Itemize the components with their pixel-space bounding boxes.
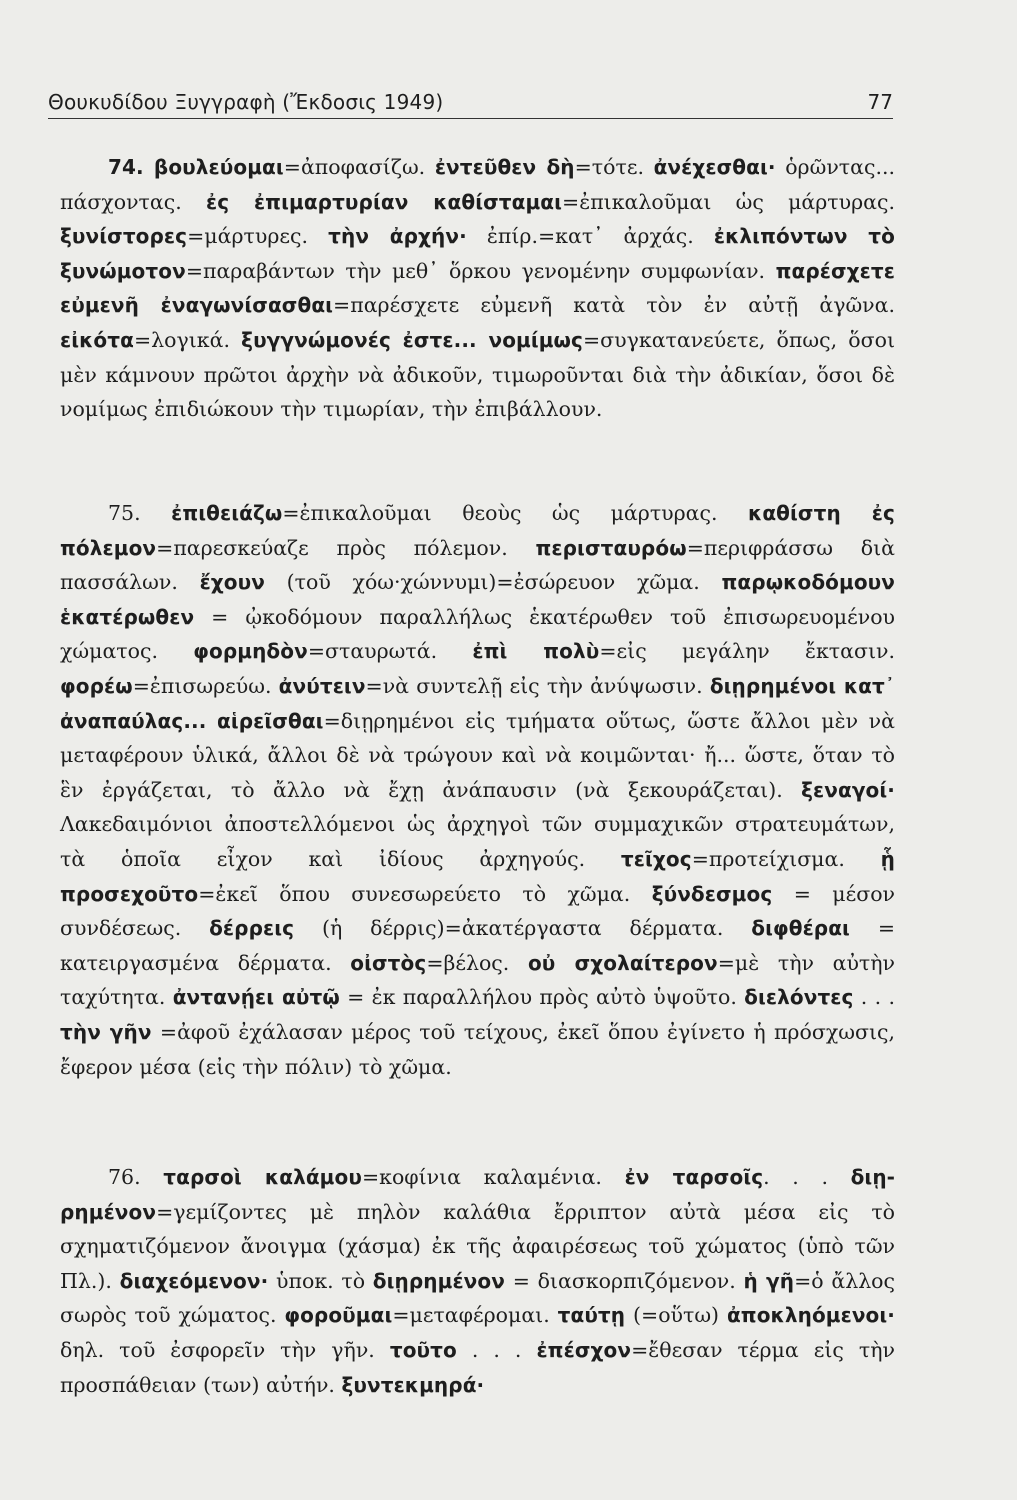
gloss: =ἐπισωρεύω.	[132, 673, 279, 698]
lemma: ξυγγνώμονές ἐστε... νομίμως	[241, 327, 583, 352]
gloss: =ἐπικαλοῦμαι ὡς μάρτυρας.	[562, 189, 895, 214]
lemma: ἐπέσχον	[536, 1337, 632, 1362]
lemma: ἐντεῦθεν δὴ	[434, 155, 575, 179]
gloss: =ὁ ἄλλος σωρὸς τοῦ χώματος.	[60, 1268, 896, 1328]
gloss: =νὰ συντελῇ εἰς τὴν ἀνύψωσιν.	[365, 673, 710, 698]
lemma: διῃρημένον	[372, 1268, 505, 1293]
lemma: ἐς ἐπιμαρτυρίαν καθίσταμαι	[205, 189, 563, 214]
gloss: =λογικά.	[133, 327, 242, 352]
lemma: καθίστη ἐς πόλεμον	[60, 501, 895, 560]
lemma: διῃρημένοι κατ᾽ ἀναπαύλας...	[60, 673, 895, 733]
lemma: ταρσοὶ καλάμου	[163, 1165, 362, 1189]
lemma: διῃρημένον	[60, 1165, 895, 1224]
lemma: φορέω	[60, 673, 133, 698]
gloss: . . .	[853, 985, 895, 1010]
lemma: φορμηδὸν	[193, 639, 308, 664]
lemma: ἐπὶ πολὺ	[472, 639, 600, 664]
gloss: =παρεσκεύαζε πρὸς πόλεμον.	[156, 535, 536, 560]
gloss: =μὲ τὴν αὐτὴν ταχύτητα.	[60, 950, 895, 1010]
lemma: διελόντες	[744, 985, 854, 1010]
gloss: δηλ. τοῦ ἐσφορεῖν τὴν γῆν.	[60, 1337, 390, 1362]
gloss: = μέσον συνδέσεως.	[60, 881, 896, 941]
lemma: ἀνέχεσθαι·	[653, 155, 776, 179]
lemma: εἰκότα	[60, 327, 134, 352]
gloss: =εἰς μεγάλην ἔκτασιν.	[599, 639, 895, 664]
lemma: ἀντανῄει αὐτῷ	[172, 985, 340, 1010]
running-title: Θουκυδίδου Ξυγγραφὴ (Ἔκδοσις 1949)	[48, 90, 444, 114]
gloss: =κοφίνια καλαμένια.	[361, 1165, 625, 1189]
gloss: =προτείχισμα.	[691, 846, 881, 871]
lemma: ξυντεκμηρά·	[341, 1372, 485, 1397]
lemma: αἱρεῖσθαι	[217, 708, 324, 733]
gloss: ὁρῶντας... πάσχοντας.	[60, 155, 895, 214]
gloss: =σταυρωτά.	[307, 639, 473, 664]
lemma: παρέσχετε εὐμενῆ ἐναγωνίσασθαι	[60, 258, 895, 318]
gloss: ὑποκ. τὸ	[268, 1268, 373, 1293]
gloss: =ἀποφασίζω.	[283, 155, 435, 179]
gloss: =ἀφοῦ ἐχάλασαν μέρος τοῦ τείχους, ἐκεῖ ὅπου ἐγίνετο ἡ πρόσχωσις, ἔφερον μέσα (εἰς τὴν πόλιν) τὸ χῶμα.	[60, 1019, 895, 1079]
lemma: ξύνδεσμος	[651, 881, 773, 906]
lemma: τὴν γῆν	[60, 1019, 152, 1044]
gloss: (ἡ δέρρις)=ἀκατέργαστα δέρματα.	[294, 916, 752, 941]
lemma: περισταυρόω	[535, 535, 687, 560]
gloss: =μεταφέρομαι.	[392, 1303, 558, 1328]
lemma: ἀποκληόμενοι·	[726, 1303, 895, 1328]
lemma: παρῳκοδόμουν ἑκατέρωθεν	[60, 570, 895, 629]
gloss: =τότε.	[574, 155, 654, 179]
lemma: ἡ γῆ	[743, 1268, 795, 1293]
gloss: = ἐκ παραλλήλου πρὸς αὐτὸ ὑψοῦτο.	[339, 985, 745, 1010]
lemma: τὴν ἀρχήν·	[328, 224, 467, 249]
lemma: τοῦτο	[389, 1337, 457, 1362]
gloss: 76.	[108, 1165, 164, 1189]
lemma: ξυνίστορες	[60, 224, 188, 249]
gloss: =διῃρημένοι εἰς τμήματα οὕτως, ὥστε ἄλλοι μὲν νὰ μεταφέρουν ὑλικά, ἄλλοι δὲ νὰ τρώγουν καὶ νὰ κοιμῶνται· ἤ... ὥστε, ὅταν τὸ ἓν ἐργάζεται, τὸ ἄλλο νὰ ἔχῃ ἀνάπαυσιν (νὰ ξεκουράζεται).	[60, 708, 895, 802]
lemma: 74.	[108, 155, 154, 179]
gloss: ἐπίρ.=κατ᾽ ἀρχάς.	[466, 224, 714, 249]
gloss: . . .	[456, 1337, 537, 1362]
gloss	[206, 709, 217, 733]
gloss: =ἐκεῖ ὅπου συνεσωρεύετο τὸ χῶμα.	[198, 881, 652, 906]
lemma: οὐ σχολαίτερον	[527, 950, 718, 975]
lemma: τεῖχος	[620, 846, 692, 871]
gloss: . . .	[763, 1165, 851, 1189]
gloss: =παραβάντων τὴν μεθ᾽ ὅρκου γενομένην συμφωνίαν.	[185, 258, 776, 283]
lemma: ἐν ταρσοῖς	[624, 1165, 764, 1189]
gloss: =περιφράσσω διὰ πασσάλων.	[60, 535, 895, 595]
gloss: (=οὕτω)	[625, 1303, 727, 1328]
gloss: =γεμίζοντες μὲ πηλὸν καλάθια ἔρριπτον αὐτὰ μέσα εἰς τὸ σχηματιζόμενον ἄνοιγμα (χάσμα) ἐκ τῆς ἀφαιρέσεως τοῦ χώματος (ὑπὸ τῶν Πλ.).	[60, 1199, 895, 1293]
gloss: 75.	[108, 501, 172, 525]
gloss: =βέλος.	[426, 950, 528, 975]
lemma: βουλεύομαι	[153, 155, 284, 179]
lemma: ἐκλιπόντων τὸ ξυνώμοτον	[60, 224, 896, 283]
gloss: =ἐπικαλοῦμαι θεοὺς ὡς μάρτυρας.	[282, 501, 749, 525]
lemma: ταύτῃ	[557, 1303, 626, 1328]
gloss: = ᾠκοδόμουν παραλλήλως ἑκατέρωθεν τοῦ ἐπισωρευομένου χώματος.	[60, 604, 895, 664]
gloss: = κατειργασμένα δέρματα.	[60, 916, 895, 975]
gloss: =συγκατανεύετε, ὅπως, ὅσοι μὲν κάμνουν πρῶτοι ἀρχὴν νὰ ἀδικοῦν, τιμωροῦνται διὰ τὴν ἀδικίαν, ὅσοι δὲ νομίμως ἐπιδιώκουν τὴν τιμωρίαν, τὴν ἐπιβάλλουν.	[60, 327, 895, 422]
lemma: διφθέραι	[751, 916, 850, 941]
lemma: ἐπιθειάζω	[171, 501, 283, 525]
commentary-entry-76	[60, 1160, 895, 1402]
gloss: = διασκορπιζόμενον.	[504, 1268, 744, 1293]
commentary-entry-75	[60, 496, 895, 1084]
gloss: =μάρτυρες.	[187, 224, 329, 249]
page-number: 77	[867, 90, 893, 114]
page-header	[48, 88, 893, 119]
gloss: =παρέσχετε εὐμενῆ κατὰ τὸν ἐν αὐτῇ ἀγῶνα.	[333, 293, 895, 318]
lemma: οἰστὸς	[350, 950, 427, 975]
lemma: φοροῦμαι	[284, 1303, 393, 1328]
lemma: διαχεόμενον·	[119, 1268, 269, 1293]
gloss: =ἔθεσαν τέρμα εἰς τὴν προσπάθειαν (των) αὐτήν.	[60, 1337, 895, 1397]
lemma: ξεναγοί·	[801, 777, 895, 802]
lemma: δέρρεις	[209, 916, 295, 941]
commentary-entry-74	[60, 150, 895, 427]
gloss: Λακεδαιμόνιοι ἀποστελλόμενοι ὡς ἀρχηγοὶ τῶν συμμαχικῶν στρατευμάτων, τὰ ὁποῖα εἶχον καὶ ἰδίους ἀρχηγούς.	[60, 812, 895, 871]
lemma: ἔχουν	[199, 570, 265, 595]
lemma: ἀνύτειν	[278, 673, 366, 698]
lemma: ᾗ προσεχοῦτο	[60, 846, 895, 906]
gloss: (τοῦ χόω·χώννυμι)=ἐσώρευον χῶμα.	[264, 570, 722, 595]
